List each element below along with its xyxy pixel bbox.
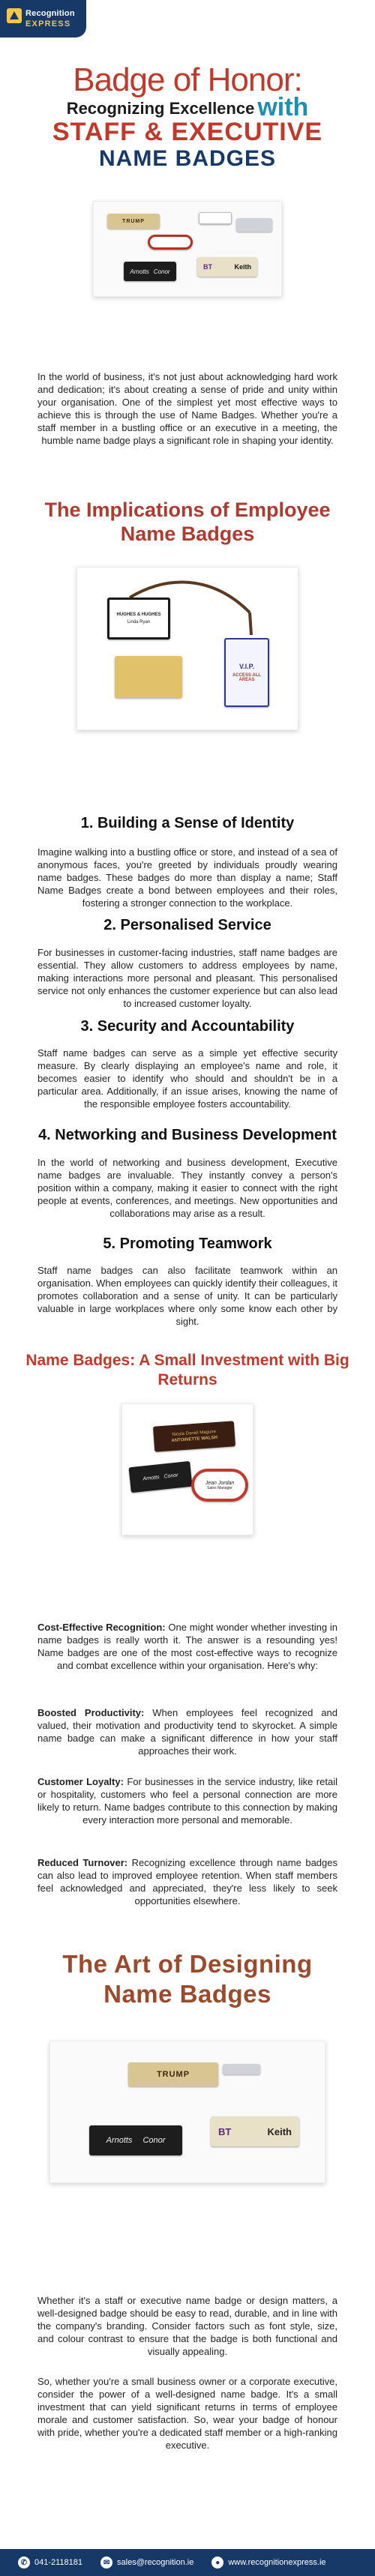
- section3-title: 3. Security and Accountability: [80, 1018, 295, 1035]
- badge-hughes: HUGHES & HUGHES Linda Ryan: [107, 598, 170, 640]
- brand-line2: EXPRESS: [26, 19, 71, 28]
- logo-mark-icon: [6, 7, 22, 24]
- item-loyalty-lead: Customer Loyalty:: [38, 1776, 124, 1787]
- section5-title: 5. Promoting Teamwork: [103, 1236, 272, 1252]
- item-loyalty: [38, 1775, 338, 1826]
- section4-title: 4. Networking and Business Development: [38, 1127, 337, 1143]
- hero-line3: STAFF & EXECUTIVE: [52, 118, 323, 146]
- badge-silver: [236, 218, 272, 232]
- design-badges-image: [50, 2041, 326, 2183]
- brand-logo[interactable]: [0, 0, 86, 37]
- item-cost-body: One might wonder whether investing in name badges is really worth it. The answer is a resounding yes! Name badges are one of the most cost-effective ways to recognize and combat excellence within your organisation. Here's why:: [38, 1622, 338, 1671]
- item-productivity: [38, 1706, 338, 1757]
- implications-heading: The Implications of Employee Name Badges: [44, 499, 331, 545]
- item-loyalty-body: For businesses in the service industry, like retail or hospitality, customers who feel a personal connection are more likely to return. Name badges contribute to this connection by making every interaction more personal and memorable.: [38, 1776, 338, 1826]
- footer-web[interactable]: [212, 2557, 326, 2569]
- item-cost-lead: Cost-Effective Recognition:: [38, 1622, 166, 1633]
- item-turnover-lead: Reduced Turnover:: [38, 1857, 128, 1868]
- badge-dark-gold: Nicola Daniel Maguire ANTOINETTE WALSH: [153, 1421, 236, 1451]
- section2-body: For businesses in customer-facing industries, staff name badges are essential. They allow customers to address employees by name, making interactions more personal and pleasant. This personalised service not only enhances the customer experience but can also lead to increased customer loyalty.: [38, 947, 338, 1009]
- hero-line4: NAME BADGES: [98, 146, 276, 171]
- item-cost: [38, 1621, 338, 1672]
- item-turnover-body: Recognizing excellence through name badges can also lead to improved employee retention. When staff members feel acknowledged and appreciated, they're less likely to seek opportunities elsewhere.: [38, 1857, 338, 1907]
- badge-oval: [148, 235, 193, 250]
- badge-bt-2: BT Keith: [211, 2116, 299, 2146]
- hero-line2-row: [30, 93, 345, 121]
- item-productivity-body: When employees feel recognized and valued, their motivation and productivity tend to skyrocket. A simple name badge can make a significant difference in how your staff approaches their work.: [38, 1707, 338, 1757]
- footer-phone[interactable]: [18, 2557, 82, 2569]
- section1-title: 1. Building a Sense of Identity: [80, 815, 295, 831]
- hero-line2b: with: [257, 93, 309, 121]
- hero-title: [30, 63, 345, 172]
- footer-web-text: www.recognitionexpress.ie: [228, 2558, 326, 2567]
- footer-phone-text: 041-2118181: [34, 2558, 83, 2567]
- hero-line1: Badge of Honor:: [73, 61, 302, 98]
- investment-heading: Name Badges: A Small Investment with Big Returns: [26, 1352, 350, 1388]
- footer-bar: [0, 2549, 375, 2576]
- badge-bt: BT Keith: [197, 257, 257, 277]
- badge-vip: V.I.P. ACCESS ALL AREAS: [224, 638, 269, 707]
- intro-paragraph: In the world of business, it's not just about acknowledging hard work and dedication; it's about creating a sense of pride and unity within your organisation. One of the simplest yet most effective ways to achieve this is through the use of Name Badges. Whether you're a staff member in a bustling office or an executive in a meeting, the humble name badge plays a significant role in shaping your identity.: [38, 371, 338, 446]
- investment-badges-image: [122, 1403, 254, 1535]
- badge-trump: TRUMP: [107, 214, 160, 229]
- badge-oval-red: Jean Jordan Sales Manager: [191, 1469, 248, 1502]
- section3-body: Staff name badges can serve as a simple yet effective security measure. By clearly displaying an employee's name and role, it becomes easier to identify who should and shouldn't be in a particular area. Additionally, if an issue arises, knowing the name of the responsible employee fosters accountability.: [38, 1047, 338, 1110]
- globe-icon: ●: [212, 2557, 224, 2569]
- badge-arnotts-3: Arnotts Conor: [89, 2125, 182, 2155]
- design-paragraph-1: Whether it's a staff or executive name badge or design matters, a well-designed badge should be easy to read, durable, and in line with the company's branding. Consider factors such as font style, size, and colour contrast to ensure that the badge is both functional and visually appealing.: [38, 2295, 338, 2357]
- badge-arnotts: Arnotts Conor: [124, 262, 176, 281]
- section1-body: Imagine walking into a bustling office or store, and instead of a sea of anonymous faces, you're greeted by individuals proudly wearing name badges. These badges do more than display a name; Staff Name Badges create a bond between employees and their roles, fostering a stronger connection to the workplace.: [38, 846, 338, 909]
- item-productivity-lead: Boosted Productivity:: [38, 1707, 145, 1718]
- section4-body: In the world of networking and business development, Executive name badges are invaluable. They instantly convey a person's position within a company, making it easier to connect with the right people at events, conferences, and meetings. New opportunities and collaborations may arise as a result.: [38, 1157, 338, 1219]
- brand-line1: Recognition: [26, 9, 75, 18]
- badge-blue: [199, 212, 232, 224]
- footer-email[interactable]: [100, 2557, 194, 2569]
- badge-trump-2: TRUMP: [128, 2062, 218, 2086]
- badge-arnotts-2: Arnotts Conor: [128, 1461, 192, 1493]
- design-heading: The Art of Designing Name Badges: [62, 1950, 313, 2008]
- hero-badges-image: [93, 201, 282, 297]
- footer-email-text: sales@recognition.ie: [117, 2558, 194, 2567]
- phone-icon: ✆: [18, 2557, 30, 2569]
- badge-silver-2: [223, 2064, 260, 2074]
- hero-line2: Recognizing Excellence: [66, 99, 255, 118]
- item-turnover: [38, 1856, 338, 1907]
- badge-gold-card: [115, 656, 182, 698]
- design-paragraph-2: So, whether you're a small business owner or a corporate executive, consider the power of a well-designed name badge. It's a small investment that can yield significant returns in terms of employee morale and customer satisfaction. So, wear your badge of honour with pride, whether you're a dedicated staff member or a high-ranking executive.: [38, 2376, 338, 2451]
- email-icon: ✉: [100, 2557, 112, 2569]
- section2-title: 2. Personalised Service: [104, 917, 272, 933]
- section5-body: Staff name badges can also facilitate teamwork within an organisation. When employees can quickly identify their colleagues, it promotes collaboration and a sense of unity. It can be particularly valuable in large workplaces where only some know each other by sight.: [38, 1265, 338, 1327]
- lanyard-badges-image: [76, 567, 298, 730]
